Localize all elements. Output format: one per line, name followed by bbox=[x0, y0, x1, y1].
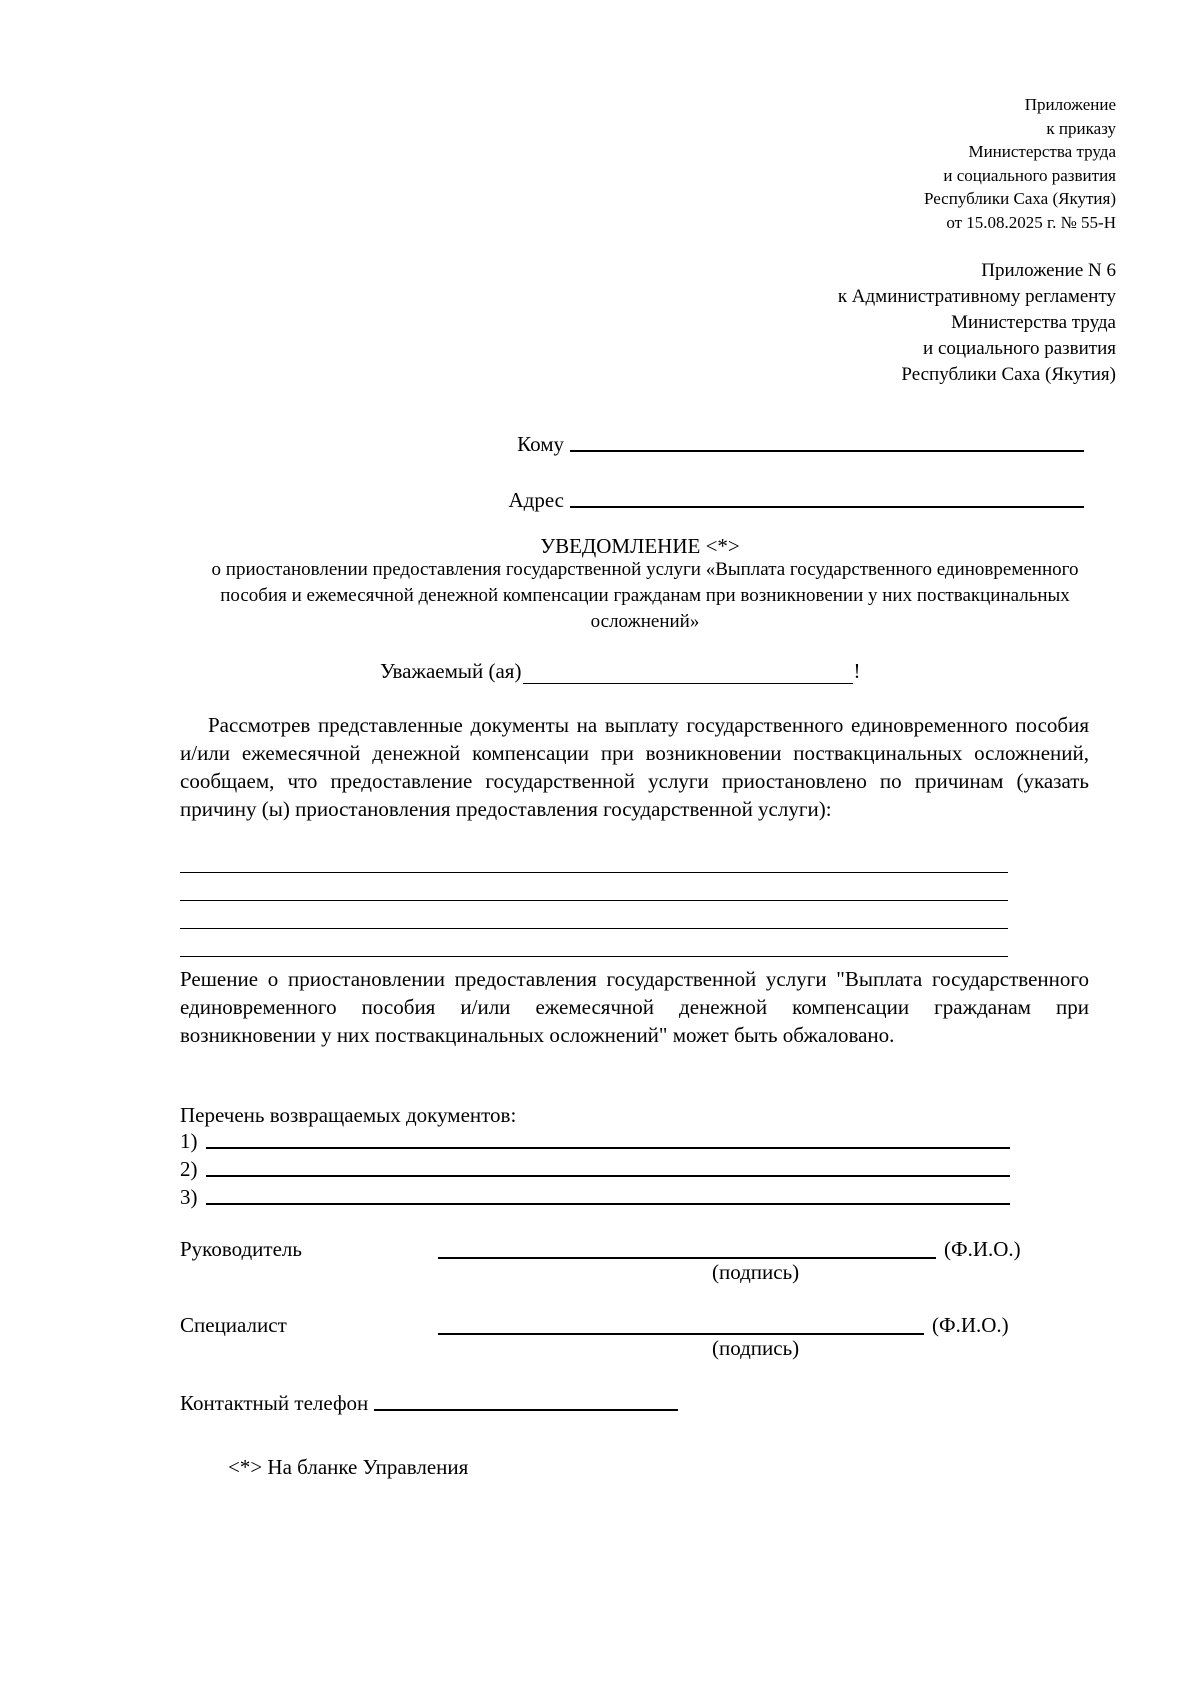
appendix-line: Республики Саха (Якутия) bbox=[923, 189, 1116, 208]
appendix-line: Министерства труда bbox=[968, 142, 1116, 161]
returned-doc-number: 2) bbox=[180, 1157, 198, 1181]
recipient-to-field[interactable] bbox=[570, 450, 1084, 452]
appendix-line: Министерства труда bbox=[951, 312, 1116, 333]
recipient-address-row bbox=[470, 482, 1084, 512]
specialist-label: Специалист bbox=[180, 1313, 287, 1337]
reason-line[interactable] bbox=[180, 929, 1008, 957]
appendix-line: и социального развития bbox=[943, 165, 1116, 185]
head-fio-label: (Ф.И.О.) bbox=[944, 1237, 1021, 1261]
returned-doc-field[interactable] bbox=[206, 1175, 1010, 1177]
specialist-signature-field[interactable] bbox=[438, 1333, 924, 1335]
greeting bbox=[380, 658, 860, 684]
appendix-number: Приложение N 6 bbox=[981, 260, 1116, 281]
returned-doc-item bbox=[180, 1153, 1010, 1181]
returned-doc-number: 3) bbox=[180, 1185, 198, 1209]
specialist-signature-caption: (подпись) bbox=[712, 1336, 800, 1360]
returned-doc-item bbox=[180, 1125, 1010, 1153]
recipient-address-label: Адрес bbox=[508, 488, 564, 512]
reason-lines bbox=[180, 872, 1008, 957]
recipient-to-row bbox=[470, 426, 1084, 456]
order-appendix-block bbox=[556, 93, 1116, 234]
head-signature-caption: (подпись) bbox=[712, 1260, 800, 1284]
returned-doc-number: 1) bbox=[180, 1129, 198, 1153]
returned-docs-title: Перечень возвращаемых документов: bbox=[180, 1103, 517, 1127]
returned-doc-field[interactable] bbox=[206, 1203, 1010, 1205]
head-signature-row bbox=[180, 1233, 1050, 1263]
greeting-text: Уважаемый (ая) bbox=[380, 659, 522, 683]
footnote: <*> На бланке Управления bbox=[228, 1455, 469, 1479]
head-signature-field[interactable] bbox=[438, 1257, 936, 1259]
specialist-fio-label: (Ф.И.О.) bbox=[932, 1313, 1009, 1337]
returned-doc-field[interactable] bbox=[206, 1147, 1010, 1149]
notice-title: УВЕДОМЛЕНИЕ <*> bbox=[540, 534, 740, 558]
recipient-to-label: Кому bbox=[517, 432, 564, 456]
body-paragraph: Рассмотрев представленные документы на выплату государственного единовременного пособия и/или ежемесячной денежной компенсации при возникновении поствакцинальных осложнений, сообщаем, что предоставление государственной услуги приостановлено по причинам (указать причину (ы) приостановления предоставления государственной услуги): bbox=[180, 713, 1089, 821]
notice-subtitle: о приостановлении предоставления государственной услуги «Выплата государственного единовременного пособия и ежемесячной денежной компенсации гражданам при возникновении у них поствакцинальных осложнений» bbox=[211, 559, 1079, 632]
appendix-line: к Административному регламенту bbox=[837, 286, 1116, 307]
contact-phone-label: Контактный телефон bbox=[180, 1391, 369, 1415]
reason-line[interactable] bbox=[180, 873, 1008, 901]
recipient-address-field[interactable] bbox=[570, 506, 1084, 508]
head-label: Руководитель bbox=[180, 1237, 302, 1261]
greeting-name-field[interactable] bbox=[523, 661, 853, 684]
appendix-line: Приложение bbox=[1024, 95, 1116, 114]
greeting-end: ! bbox=[853, 659, 861, 683]
specialist-signature-row bbox=[180, 1309, 1050, 1339]
appendix-line: и социального развития bbox=[923, 338, 1116, 359]
appendix-line: Республики Саха (Якутия) bbox=[901, 364, 1116, 385]
appeal-paragraph: Решение о приостановлении предоставления государственной услуги "Выплата государственного единовременного пособия и/или ежемесячной денежной компенсации гражданам при возникновении у них поствакцинальных осложнений" может быть обжаловано. bbox=[180, 967, 1089, 1047]
contact-phone-row bbox=[180, 1385, 678, 1415]
returned-doc-item bbox=[180, 1181, 1010, 1209]
contact-phone-field[interactable] bbox=[374, 1409, 678, 1411]
reason-line[interactable] bbox=[180, 901, 1008, 929]
appendix-order-date: от 15.08.2025 г. № 55-Н bbox=[946, 212, 1116, 232]
appendix-line: к приказу bbox=[1046, 118, 1116, 138]
regulation-appendix-block bbox=[556, 258, 1116, 388]
